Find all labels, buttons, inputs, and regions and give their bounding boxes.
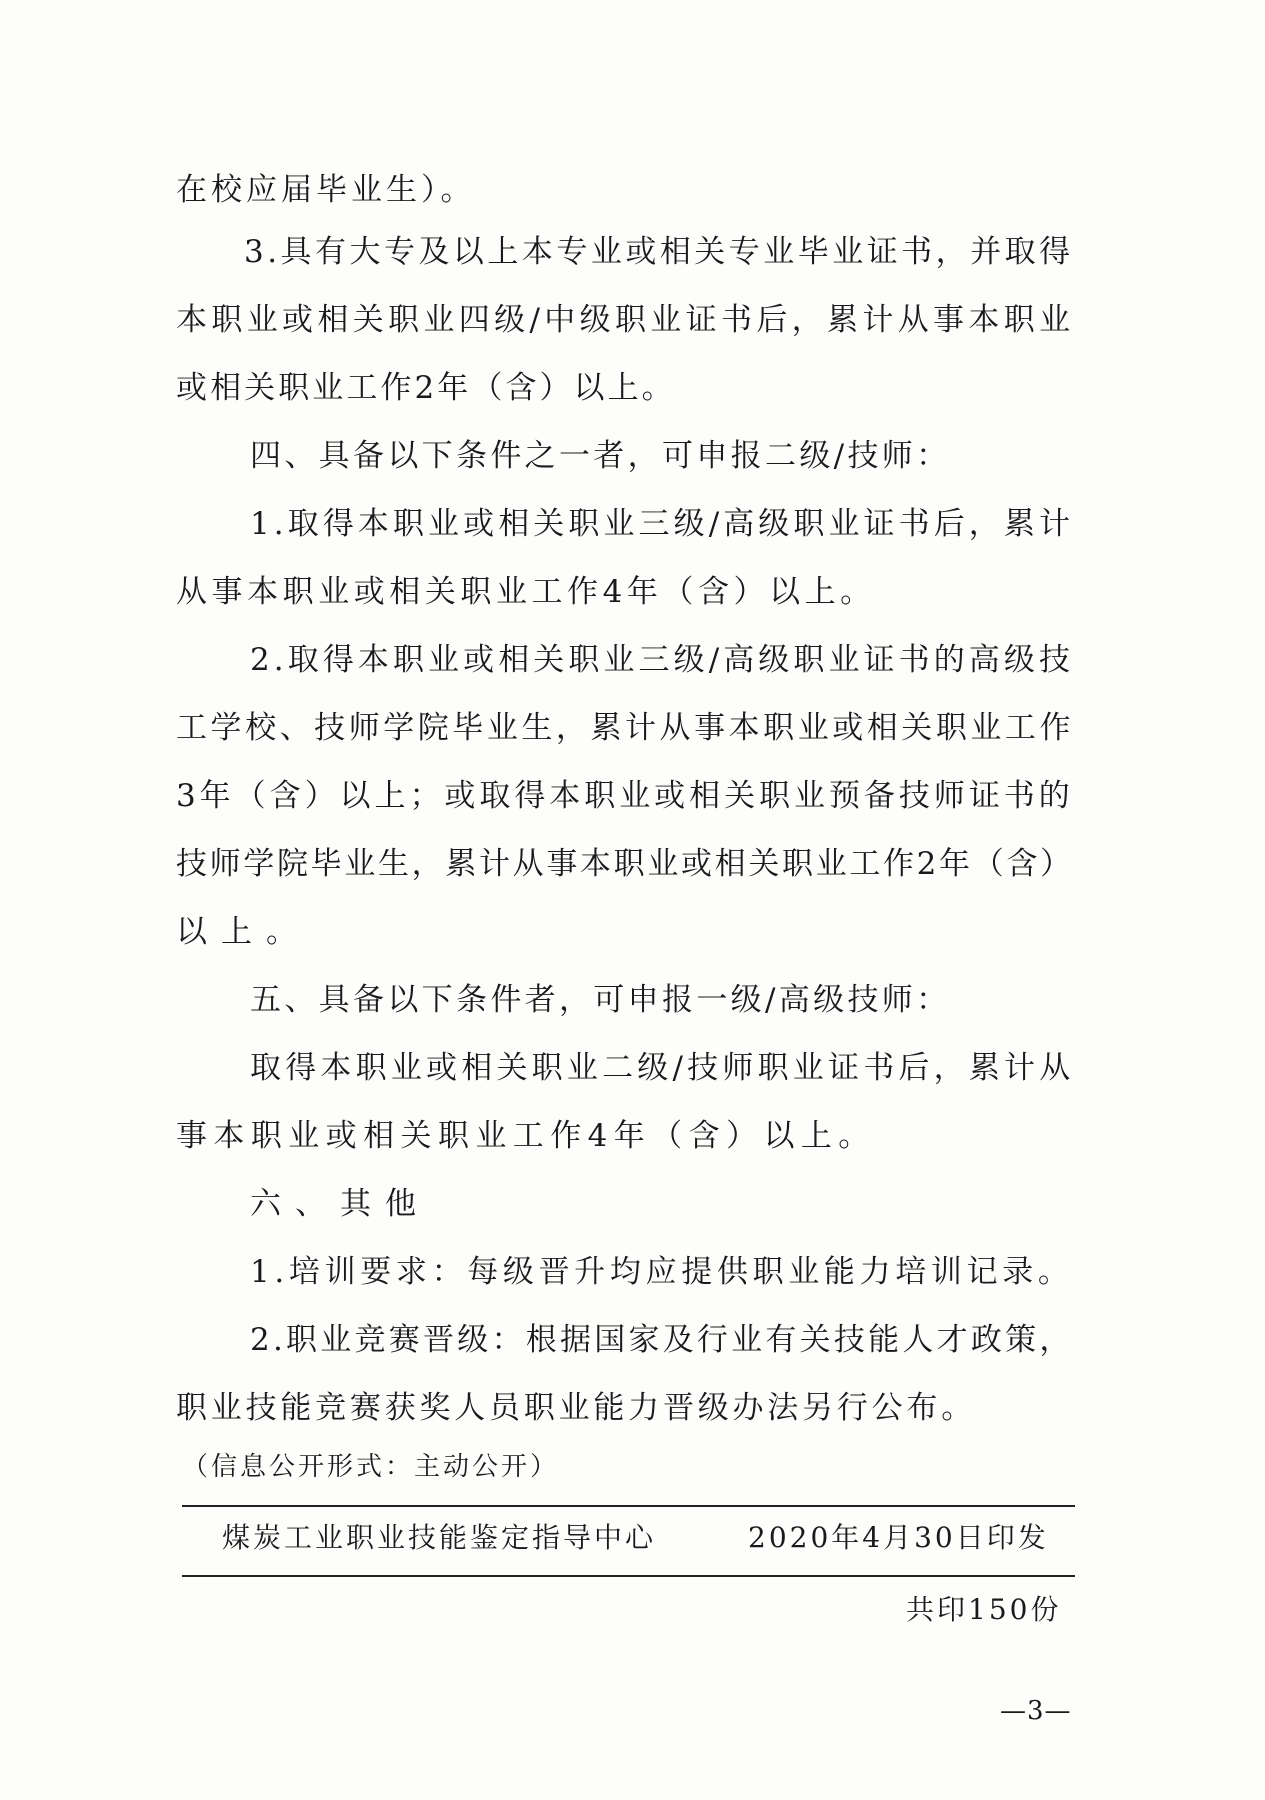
issue-date: 2020年4月30日印发 [748, 1521, 1049, 1554]
page-number: —3— [1000, 1696, 1072, 1726]
body-line-8: 2.取得本职业或相关职业三级/高级职业证书的高级技 [250, 642, 1075, 678]
body-line-1: 在校应届毕业生）。 [176, 172, 476, 208]
section-6-heading: 六、其他 [250, 1186, 430, 1222]
footer-rule-top [182, 1505, 1075, 1507]
body-line-18: 2.职业竞赛晋级：根据国家及行业有关技能人才政策， [250, 1322, 1074, 1358]
body-line-2: 3.具有大专及以上本专业或相关专业毕业证书，并取得 [244, 234, 1074, 270]
body-line-4: 或相关职业工作2年（含）以上。 [176, 370, 676, 406]
disclosure-note: （信息公开形式：主动公开） [182, 1452, 560, 1482]
footer-rule-bottom [182, 1575, 1075, 1577]
body-line-6: 1.取得本职业或相关职业三级/高级职业证书后，累计 [250, 506, 1075, 542]
copies-count: 共印150份 [906, 1593, 1062, 1626]
section-5-heading: 五、具备以下条件者，可申报一级/高级技师： [250, 982, 951, 1018]
body-line-7: 从事本职业或相关职业工作4年（含）以上。 [176, 574, 876, 610]
body-line-9: 工学校、技师学院毕业生，累计从事本职业或相关职业工作 [176, 710, 1074, 746]
body-line-19: 职业技能竞赛获奖人员职业能力晋级办法另行公布。 [176, 1390, 976, 1426]
section-4-heading: 四、具备以下条件之一者，可申报二级/技师： [250, 438, 951, 474]
issuer-name: 煤炭工业职业技能鉴定指导中心 [222, 1521, 657, 1554]
body-line-17: 1.培训要求：每级晋升均应提供职业能力培训记录。 [250, 1254, 1074, 1290]
body-line-15: 事本职业或相关职业工作4年（含）以上。 [176, 1118, 876, 1154]
body-line-10: 3年（含）以上；或取得本职业或相关职业预备技师证书的 [176, 778, 1074, 814]
body-line-3: 本职业或相关职业四级/中级职业证书后，累计从事本职业 [176, 302, 1075, 338]
body-line-11: 技师学院毕业生，累计从事本职业或相关职业工作2年（含） [176, 846, 1074, 882]
body-line-14: 取得本职业或相关职业二级/技师职业证书后，累计从 [250, 1050, 1075, 1086]
body-line-12: 以上。 [176, 914, 311, 950]
